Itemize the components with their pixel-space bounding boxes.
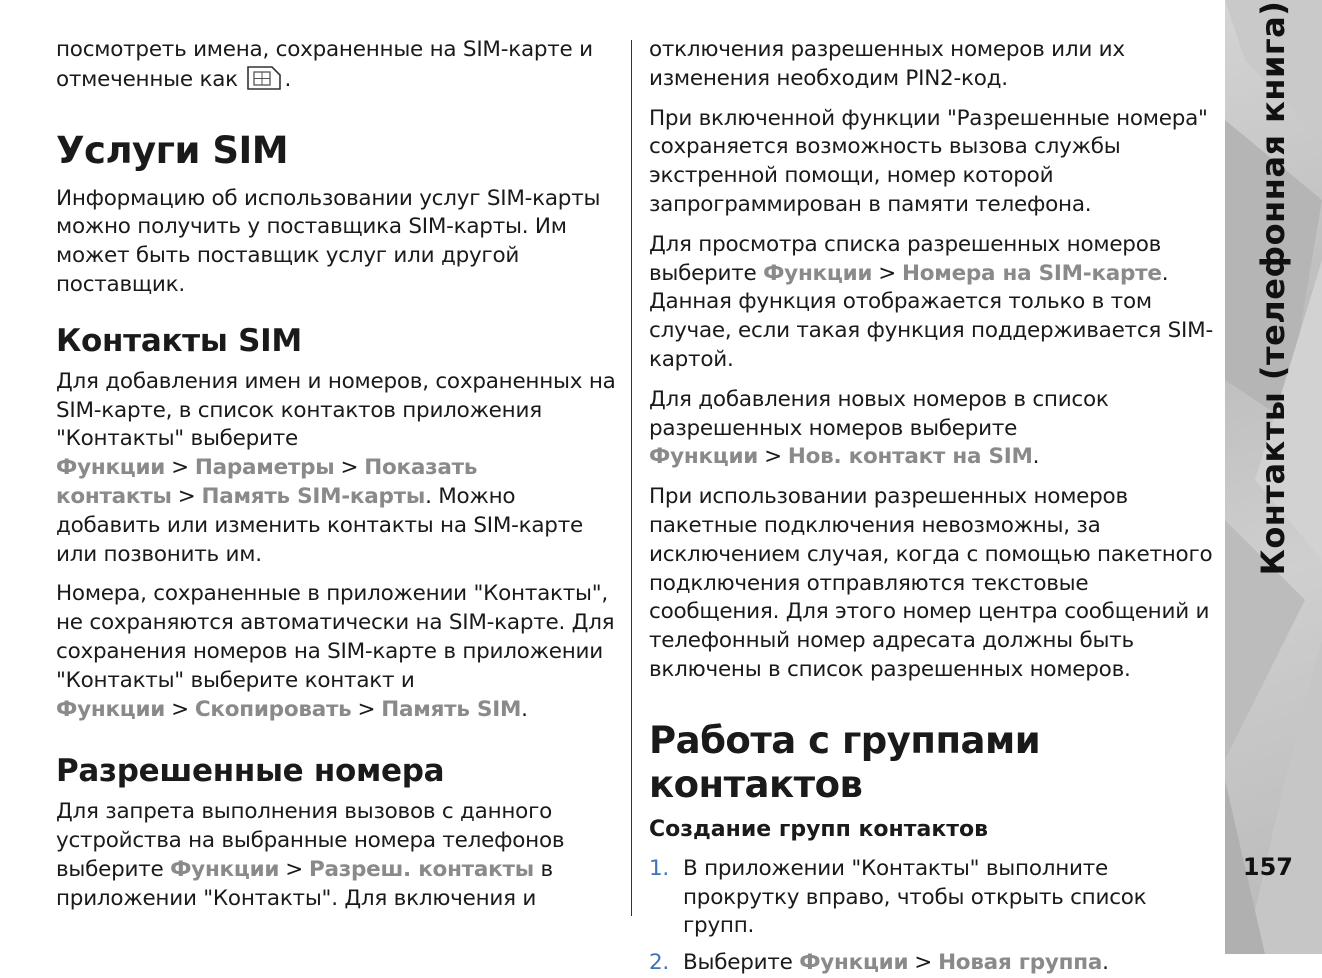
intro-paragraph: посмотреть имена, сохраненные на SIM-карте и отмеченные как .: [56, 37, 593, 92]
sim-contacts-paragraph-1: Для добавления имен и номеров, сохраненных на SIM-карте, в список контактов приложения "Контакты" выберите Функции > Параметры > Показать контакты > Память SIM-карты. Можно добавить или изменить контакты на SIM-карте или позвонить им.: [56, 368, 616, 567]
menu-path-item: Функции: [763, 260, 873, 286]
menu-path-item: Новая группа: [938, 950, 1103, 976]
sim-card-icon: [246, 65, 282, 91]
menu-path-item: Память SIM: [381, 696, 522, 722]
page-number: 157: [1242, 853, 1293, 881]
menu-path-item: Разреш. контакты: [308, 856, 534, 882]
list-item: 2. Выберите Функции > Новая группа.: [649, 950, 1109, 976]
menu-path-item: Функции: [56, 696, 166, 722]
subheading-create-groups: Создание групп контактов: [649, 816, 989, 842]
sim-services-body: Информацию об использовании услуг SIM-карты можно получить у поставщика SIM-карты. Им может быть поставщик услуг или другой поставщик.: [56, 185, 601, 297]
menu-path-item: Функции: [170, 856, 280, 882]
menu-path-item: Показать контакты: [56, 455, 478, 509]
sim-contacts-paragraph-2: Номера, сохраненные в приложении "Контакты", не сохраняются автоматически на SIM-карте. Для сохранения номеров на SIM-карте в приложении "Контакты" выберите контакт и Функции > Скопировать > Память SIM.: [56, 581, 615, 722]
menu-path-item: Память SIM-карты: [201, 483, 426, 509]
list-item: 1. В приложении "Контакты" выполните прокрутку вправо, чтобы открыть список групп.: [649, 855, 1147, 939]
menu-path-item: Функции: [56, 455, 166, 481]
chapter-sidebar: [1225, 0, 1322, 954]
chapter-title: Контакты (телефонная книга): [1254, 0, 1292, 576]
menu-path-item: Скопировать: [194, 696, 352, 722]
menu-path-item: Функции: [649, 444, 759, 470]
heading-sim-contacts: Контакты SIM: [56, 322, 302, 359]
column-divider: [631, 40, 632, 916]
heading-sim-services: Услуги SIM: [56, 128, 289, 172]
steps-list: [649, 855, 1214, 978]
fixed-dialing-emergency-note: При включенной функции "Разрешенные номера" сохраняется возможность вызова службы экстренной помощи, номер которой запрограммирован в памяти телефона.: [649, 105, 1208, 217]
fixed-dialing-add-new: Для добавления новых номеров в список разрешенных номеров выберите Функции > Нов. контакт на SIM.: [649, 386, 1109, 470]
left-column: [56, 36, 619, 914]
heading-contact-groups: Работа с группами контактов: [649, 718, 1041, 806]
heading-fixed-dialing: Разрешенные номера: [56, 753, 445, 790]
menu-path-item: Номера на SIM-карте: [901, 260, 1162, 286]
menu-path-item: Функции: [799, 950, 909, 976]
fixed-dialing-continued: отключения разрешенных номеров или их изменения необходим PIN2-код.: [649, 37, 1125, 91]
fixed-dialing-paragraph: Для запрета выполнения вызовов с данного устройства на выбранные номера телефонов выберите Функции > Разреш. контакты в приложении "Контакты". Для включения и: [56, 799, 565, 911]
fixed-dialing-packet-note: При использовании разрешенных номеров пакетные подключения невозможны, за исключением случая, когда с помощью пакетного подключения отправляются текстовые сообщения. Для этого номер центра сообщений и телефонный номер адресата должны быть включены в список разрешенных номеров.: [649, 484, 1213, 682]
right-column: [649, 36, 1214, 978]
fixed-dialing-view-list: Для просмотра списка разрешенных номеров выберите Функции > Номера на SIM-карте. Данная функция отображается только в том случае, если такая функция поддерживается SIM-картой.: [649, 231, 1213, 372]
menu-path-item: Параметры: [194, 455, 335, 481]
menu-path-item: Нов. контакт на SIM: [787, 444, 1033, 470]
